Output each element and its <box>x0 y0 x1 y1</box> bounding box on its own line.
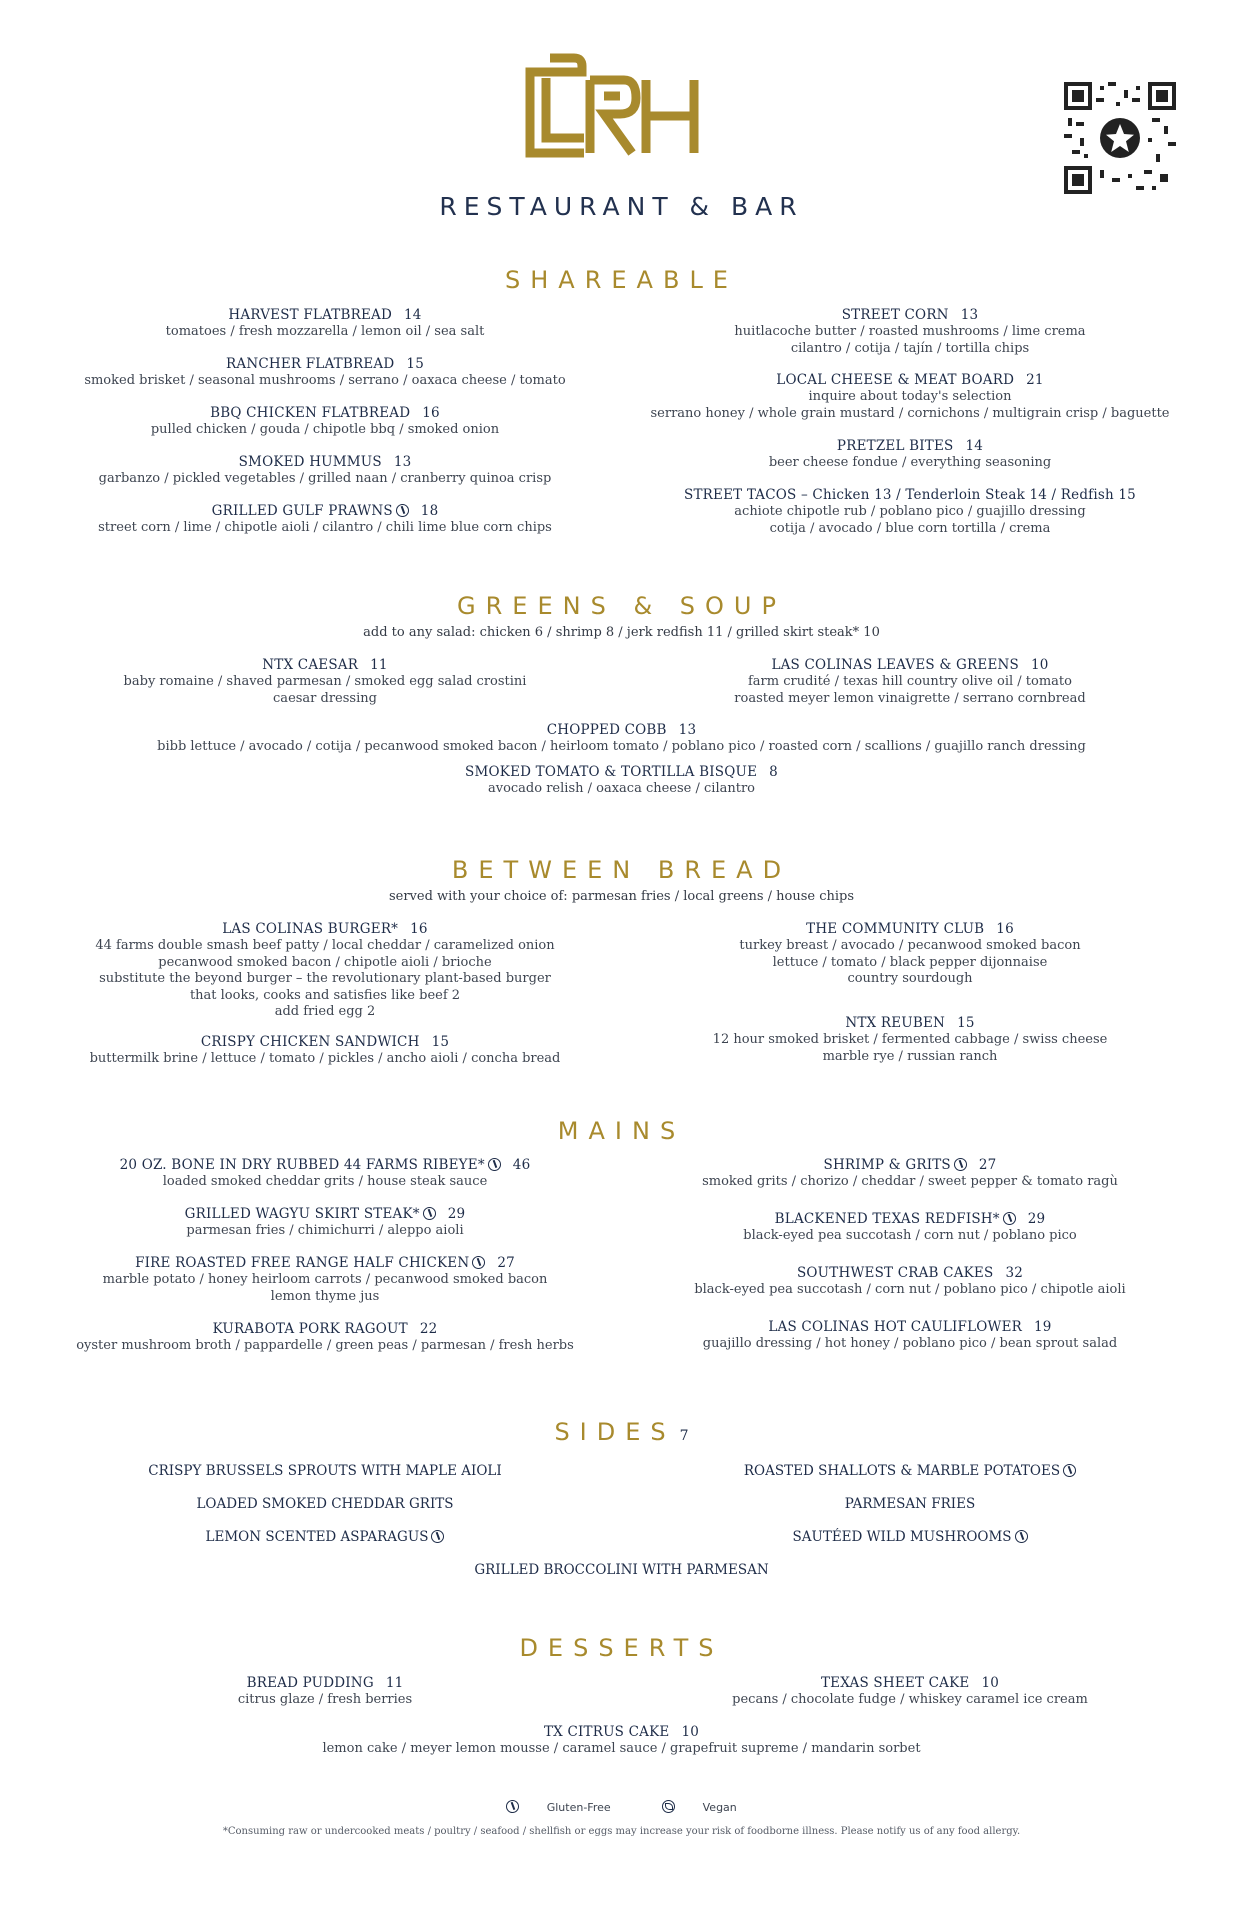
item-price: 14 <box>965 438 984 454</box>
item-description: huitlacoche butter / roasted mushrooms / lime crema <box>734 324 1086 339</box>
item-description: lemon thyme jus <box>270 1288 380 1304</box>
item-description: marble rye / russian ranch <box>822 1048 998 1064</box>
item-price: 10 <box>1030 657 1049 673</box>
sides-price: 7 <box>679 1428 689 1444</box>
item-description: bibb lettuce / avocado / cotija / pecanwood smoked bacon / heirloom tomato / poblano pico / roasted corn / scallions / guajillo ranch dressing <box>157 739 1086 754</box>
item-description: avocado relish / oaxaca cheese / cilantro <box>487 781 755 796</box>
item-name: CHOPPED COBB <box>546 722 667 738</box>
item-description: guajillo dressing / hot honey / poblano pico / bean sprout salad <box>702 1336 1118 1351</box>
item-description: citrus glaze / fresh berries <box>237 1692 413 1707</box>
item-price: 19 <box>1034 1319 1052 1335</box>
menu-item <box>20 1675 630 1709</box>
item-name: LAS COLINAS LEAVES & GREENS <box>771 657 1019 673</box>
item-description: farm crudité / texas hill country olive oil / tomato <box>748 674 1072 689</box>
item-name: SMOKED HUMMUS <box>238 454 382 470</box>
item-price: 15 <box>431 1034 450 1050</box>
item-description: buttermilk brine / lettuce / tomato / pickles / ancho aioli / concha bread <box>89 1051 561 1066</box>
item-description: smoked brisket / seasonal mushrooms / serrano / oaxaca cheese / tomato <box>84 373 566 388</box>
menu-item <box>20 1321 630 1355</box>
item-description: beer cheese fondue / everything seasoning <box>768 455 1052 470</box>
item-price: 46 <box>512 1157 531 1173</box>
item-description: 12 hour smoked brisket / fermented cabbage / swiss cheese <box>712 1032 1108 1047</box>
side-item <box>20 1529 630 1545</box>
allergy-footnote: *Consuming raw or undercooked meats / poultry / seafood / shellfish or eggs may increase your risk of foodborne illness. Please notify us of any food allergy. <box>222 1826 1021 1837</box>
item-description: marble potato / honey heirloom carrots / pecanwood smoked bacon <box>102 1272 548 1287</box>
vegan-icon <box>662 1800 675 1813</box>
item-name: SOUTHWEST CRAB CAKES <box>796 1265 994 1281</box>
item-price: 13 <box>393 454 412 470</box>
menu-item <box>600 921 1220 988</box>
item-name: 20 OZ. BONE IN DRY RUBBED 44 FARMS RIBEYE* <box>119 1157 485 1173</box>
menu-item <box>20 307 630 341</box>
item-price: 16 <box>410 921 428 937</box>
menu-item <box>600 1675 1220 1709</box>
side-item <box>600 1496 1220 1512</box>
side-item <box>600 1529 1220 1545</box>
gluten-free-icon <box>396 504 409 517</box>
dietary-legend <box>0 1800 1243 1814</box>
item-price: 16 <box>422 405 440 421</box>
item-name: BBQ CHICKEN FLATBREAD <box>210 405 411 421</box>
item-name: THE COMMUNITY CLUB <box>806 921 985 937</box>
item-price: 11 <box>370 657 388 673</box>
item-price: 15 <box>406 356 424 372</box>
section-title-greens-soup: GREENS & SOUP <box>457 592 786 620</box>
item-price: 27 <box>978 1157 997 1173</box>
menu-item <box>600 1319 1220 1353</box>
menu-item <box>20 1157 630 1191</box>
qr-code[interactable] <box>1064 82 1176 194</box>
item-price: 29 <box>447 1206 466 1222</box>
item-description: that looks, cooks and satisfies like beef 2 <box>189 987 461 1003</box>
item-description: smoked grits / chorizo / cheddar / sweet pepper & tomato ragù <box>702 1174 1118 1189</box>
gluten-free-icon <box>472 1256 485 1269</box>
item-name: FIRE ROASTED FREE RANGE HALF CHICKEN <box>135 1255 470 1271</box>
item-description: pecans / chocolate fudge / whiskey caramel ice cream <box>732 1692 1088 1707</box>
gluten-free-icon <box>506 1800 519 1813</box>
side-item-label: ROASTED SHALLOTS & MARBLE POTATOES <box>743 1463 1061 1479</box>
section-title-sides <box>0 1418 1243 1446</box>
item-description: lettuce / tomato / black pepper dijonnaise <box>772 954 1048 970</box>
item-price: 13 <box>678 722 697 738</box>
item-description: street corn / lime / chipotle aioli / cilantro / chili lime blue corn chips <box>98 520 552 535</box>
item-name: TEXAS SHEET CAKE <box>820 1675 970 1691</box>
item-name: LOCAL CHEESE & MEAT BOARD <box>776 372 1015 388</box>
item-price: 32 <box>1005 1265 1024 1281</box>
item-name: SMOKED TOMATO & TORTILLA BISQUE <box>465 764 758 780</box>
gluten-free-icon <box>1015 1530 1028 1543</box>
menu-item <box>600 1265 1220 1299</box>
gluten-free-icon <box>423 1207 436 1220</box>
item-description: cotija / avocado / blue corn tortilla / crema <box>769 520 1051 536</box>
item-description: black-eyed pea succotash / corn nut / poblano pico <box>743 1228 1077 1243</box>
menu-item <box>600 1015 1220 1065</box>
menu-item <box>600 438 1220 472</box>
menu-item <box>20 921 630 1021</box>
item-name: NTX REUBEN <box>845 1015 946 1031</box>
item-description: black-eyed pea succotash / corn nut / poblano pico / chipotle aioli <box>694 1282 1126 1297</box>
legend-gluten-free: Gluten-Free <box>546 1801 611 1814</box>
item-price: 15 <box>957 1015 975 1031</box>
section-title-shareable: SHAREABLE <box>505 266 738 294</box>
item-price: 13 <box>960 307 979 323</box>
item-name: GRILLED GULF PRAWNS <box>211 503 393 519</box>
item-name: BREAD PUDDING <box>246 1675 374 1691</box>
item-price: 8 <box>769 764 778 780</box>
item-description: lemon cake / meyer lemon mousse / caramel sauce / grapefruit supreme / mandarin sorbet <box>322 1741 921 1756</box>
section-title-between-bread: BETWEEN BREAD <box>451 856 792 884</box>
item-description: tomatoes / fresh mozzarella / lemon oil / sea salt <box>165 324 485 339</box>
menu-item <box>600 372 1220 422</box>
item-description: parmesan fries / chimichurri / aleppo aioli <box>186 1223 464 1238</box>
side-item-label: CRISPY BRUSSELS SPROUTS WITH MAPLE AIOLI <box>148 1463 502 1479</box>
menu-item <box>0 764 1243 798</box>
item-price: 11 <box>385 1675 404 1691</box>
item-name: NTX CAESAR <box>262 657 359 673</box>
item-price: 18 <box>420 503 439 519</box>
item-price: 21 <box>1026 372 1044 388</box>
item-name: LAS COLINAS BURGER* <box>222 921 399 937</box>
side-item-label: LEMON SCENTED ASPARAGUS <box>205 1529 429 1545</box>
item-description: loaded smoked cheddar grits / house steak sauce <box>162 1174 488 1189</box>
menu-item <box>0 722 1243 756</box>
section-title-text: SIDES <box>554 1418 676 1446</box>
menu-item <box>20 454 630 488</box>
side-item <box>0 1562 1243 1578</box>
item-description: turkey breast / avocado / pecanwood smoked bacon <box>739 938 1081 953</box>
item-description: country sourdough <box>847 971 973 986</box>
item-name: BLACKENED TEXAS REDFISH* <box>774 1211 1000 1227</box>
item-price: 22 <box>419 1321 438 1337</box>
menu-item <box>20 1255 630 1305</box>
menu-item <box>20 503 630 537</box>
menu-item <box>600 1211 1220 1245</box>
item-description: garbanzo / pickled vegetables / grilled naan / cranberry quinoa crisp <box>98 471 552 486</box>
item-description: inquire about today's selection <box>808 389 1012 404</box>
item-name: PRETZEL BITES <box>836 438 954 454</box>
item-name: KURABOTA PORK RAGOUT <box>212 1321 408 1337</box>
item-price: 29 <box>1027 1211 1046 1227</box>
item-name: RANCHER FLATBREAD <box>226 356 395 372</box>
item-description: pecanwood smoked bacon / chipotle aioli / brioche <box>158 954 492 970</box>
gluten-free-icon <box>954 1158 967 1171</box>
side-item-label: GRILLED BROCCOLINI WITH PARMESAN <box>474 1562 769 1578</box>
item-description: achiote chipotle rub / poblano pico / guajillo dressing <box>734 504 1086 519</box>
item-name: LAS COLINAS HOT CAULIFLOWER <box>768 1319 1023 1335</box>
item-name: SHRIMP & GRITS <box>823 1157 951 1173</box>
item-price: 27 <box>497 1255 515 1271</box>
menu-item <box>20 1206 630 1240</box>
side-item-label: PARMESAN FRIES <box>844 1496 976 1512</box>
menu-item <box>20 405 630 439</box>
section-note: served with your choice of: parmesan fries / local greens / house chips <box>388 889 855 904</box>
gluten-free-icon <box>431 1530 444 1543</box>
section-title-mains: MAINS <box>557 1117 686 1145</box>
side-item-label: LOADED SMOKED CHEDDAR GRITS <box>196 1496 454 1512</box>
legend-vegan: Vegan <box>702 1801 737 1814</box>
item-description: 44 farms double smash beef patty / local cheddar / caramelized onion <box>95 938 555 953</box>
item-description: roasted meyer lemon vinaigrette / serrano cornbread <box>734 690 1086 706</box>
item-name: TX CITRUS CAKE <box>543 1724 670 1740</box>
item-price: 10 <box>981 1675 1000 1691</box>
brand-subtitle: RESTAURANT & BAR <box>439 192 804 221</box>
menu-item <box>600 307 1220 357</box>
menu-item <box>20 657 630 707</box>
item-name: GRILLED WAGYU SKIRT STEAK* <box>184 1206 420 1222</box>
menu-item <box>600 657 1220 707</box>
lrh-logo <box>524 50 714 165</box>
item-description: cilantro / cotija / tajín / tortilla chips <box>790 340 1030 356</box>
menu-item <box>20 356 630 390</box>
item-description: pulled chicken / gouda / chipotle bbq / smoked onion <box>150 422 500 437</box>
gluten-free-icon <box>1063 1464 1076 1477</box>
side-item <box>600 1463 1220 1479</box>
item-price: 10 <box>681 1724 700 1740</box>
item-price: 16 <box>996 921 1014 937</box>
menu-item <box>600 1157 1220 1191</box>
section-title-desserts: DESSERTS <box>519 1634 724 1662</box>
gluten-free-icon <box>488 1158 501 1171</box>
item-description: oyster mushroom broth / pappardelle / green peas / parmesan / fresh herbs <box>76 1338 574 1353</box>
section-note: add to any salad: chicken 6 / shrimp 8 / jerk redfish 11 / grilled skirt steak* 10 <box>363 625 880 640</box>
gluten-free-icon <box>1003 1212 1016 1225</box>
menu-item <box>20 1034 630 1068</box>
item-name: CRISPY CHICKEN SANDWICH <box>200 1034 420 1050</box>
side-item-label: SAUTÉED WILD MUSHROOMS <box>792 1529 1012 1545</box>
item-description: add fried egg 2 <box>274 1004 376 1019</box>
item-description: serrano honey / whole grain mustard / cornichons / multigrain crisp / baguette <box>650 405 1170 421</box>
menu-item <box>0 1724 1243 1758</box>
item-name: STREET TACOS – Chicken 13 / Tenderloin Steak 14 / Redfish 15 <box>684 487 1136 503</box>
item-description: baby romaine / shaved parmesan / smoked egg salad crostini <box>123 674 527 689</box>
side-item <box>20 1496 630 1512</box>
item-name: STREET CORN <box>841 307 949 323</box>
item-price: 14 <box>404 307 422 323</box>
menu-item <box>600 487 1220 537</box>
side-item <box>20 1463 630 1479</box>
item-name: HARVEST FLATBREAD <box>228 307 393 323</box>
item-description: caesar dressing <box>273 690 377 706</box>
item-description: substitute the beyond burger – the revolutionary plant-based burger <box>99 971 551 986</box>
